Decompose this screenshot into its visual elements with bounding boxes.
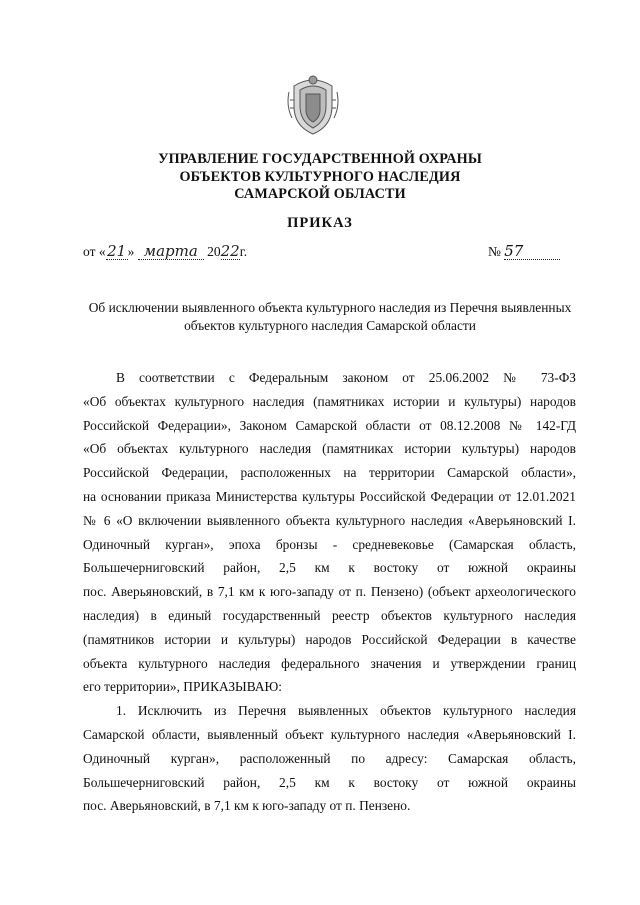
subject-line: Об исключении выявленного объекта культурного наследия из Перечня выявленных [88,300,572,315]
date-year: 22 [220,242,240,260]
body-line: «Об объектах культурного наследия (памятниках истории культуры) народов [83,441,576,457]
date-day: 21 [107,242,127,260]
date-suffix: г. [239,244,248,259]
order-number [488,244,560,260]
body-line: Российской Федерации», Законом Самарской области от 08.12.2008 № 142-ГД [83,417,576,433]
body-line: Большечерниговский район, 2,5 км к востоку от южной окраины [83,560,576,576]
body-line: Одиночный курган», расположенный по адресу: Самарская область, [83,750,576,766]
body-line: Одиночный курган», эпоха бронзы - средневековье (Самарская область, [83,536,576,552]
date-month: марта [143,242,198,260]
body-line: № 6 «О включении выявленного объекта культурного наследия «Аверьяновский I. [83,512,576,528]
coat-of-arms-emblem [286,72,340,138]
body-line: пос. Аверьяновский, в 7,1 км к юго-западу от п. Пензено. [83,798,411,814]
date-mid: » [127,244,135,259]
body-line: наследия) в единый государственный реестр объектов культурного наследия [83,607,576,623]
number-value: 57 [504,242,524,260]
order-subject [80,299,580,334]
org-line: САМАРСКОЙ ОБЛАСТИ [234,186,406,202]
body-line: В соответствии с Федеральным законом от 25.06.2002 № 73-ФЗ [116,370,576,385]
body-line: (памятников истории и культуры) народов Российской Федерации в качестве [83,631,576,647]
date-year-prefix: 20 [207,244,221,259]
body-line: на основании приказа Министерства культуры Российской Федерации от 12.01.2021 [83,488,576,504]
body-line: Самарской области, выявленный объект культурного наследия «Аверьяновский I. [83,726,576,742]
body-line: Большечерниговский район, 2,5 км к востоку от южной окраины [83,774,576,790]
body-line: его территории», ПРИКАЗЫВАЮ: [83,679,282,695]
body-line: Российской Федерации, расположенных на территории Самарской области», [83,465,576,481]
body-line: «Об объектах культурного наследия (памятниках истории и культуры) народов [83,393,576,409]
body-line: пос. Аверьяновский, в 7,1 км к юго-западу от п. Пензено) (объект археологического [83,584,576,600]
org-line: ОБЪЕКТОВ КУЛЬТУРНОГО НАСЛЕДИЯ [179,168,461,185]
number-prefix: № [488,244,501,259]
date-prefix: от « [83,244,106,259]
subject-line: объектов культурного наследия Самарской области [184,317,476,333]
order-date [83,244,247,260]
body-line: 1. Исключить из Перечня выявленных объектов культурного наследия [116,703,576,719]
organization-header [80,151,560,204]
order-body [83,366,576,818]
body-line: объекта культурного наследия федерального значения и утверждении границ [83,655,576,671]
document-type-title: ПРИКАЗ [287,215,353,231]
org-line: УПРАВЛЕНИЕ ГОСУДАРСТВЕННОЙ ОХРАНЫ [158,151,482,167]
